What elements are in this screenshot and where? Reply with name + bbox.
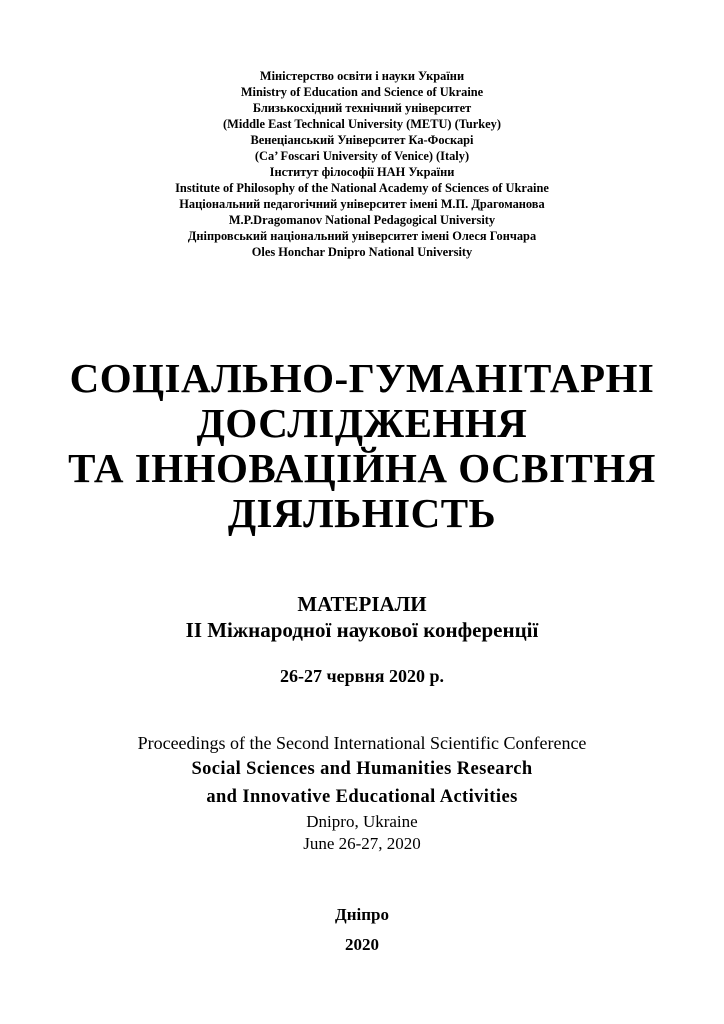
institution-line: Національний педагогічний університет імені М.П. Драгоманова <box>179 197 545 211</box>
institution-line: M.P.Dragomanov National Pedagogical University <box>228 213 496 227</box>
proceedings-block <box>0 731 724 855</box>
institution-line: Інститут філософії НАН України <box>269 165 455 179</box>
institution-line: Дніпровський національний університет імені Олеся Гончара <box>187 229 537 243</box>
main-title-line: ДІЯЛЬНІСТЬ <box>227 490 497 536</box>
proceedings-intro: Proceedings of the Second International Scientific Conference <box>137 733 587 753</box>
main-title <box>0 356 724 536</box>
english-title-line: and Innovative Educational Activities <box>206 787 518 807</box>
imprint-block <box>0 900 724 960</box>
institution-line: Близькосхідний технічний університет <box>252 101 472 115</box>
main-title-line: ТА ІННОВАЦІЙНА ОСВІТНЯ <box>68 445 656 491</box>
conference-date: 26-27 червня 2020 р. <box>280 666 444 686</box>
institution-line: (Middle East Technical University (METU) (Turkey) <box>223 117 501 131</box>
materials-subheading: ІІ Міжнародної наукової конференції <box>185 618 539 642</box>
main-title-line: СОЦІАЛЬНО-ГУМАНІТАРНІ <box>69 355 655 401</box>
institution-line: (Ca’ Foscari University of Venice) (Italy) <box>254 149 470 163</box>
proceedings-location: Dnipro, Ukraine <box>306 812 418 831</box>
imprint-year: 2020 <box>345 935 379 954</box>
english-title-line: Social Sciences and Humanities Research <box>191 759 533 779</box>
institutions-block <box>0 68 724 260</box>
materials-heading: МАТЕРІАЛИ <box>297 592 427 616</box>
proceedings-date: June 26-27, 2020 <box>303 834 421 853</box>
main-title-line: ДОСЛІДЖЕННЯ <box>196 400 528 446</box>
institution-line: Institute of Philosophy of the National Academy of Sciences of Ukraine <box>175 181 549 195</box>
institution-line: Венеціанський Університет Ка-Фоскарі <box>250 133 474 147</box>
materials-block <box>0 591 724 643</box>
imprint-city: Дніпро <box>335 905 389 924</box>
institution-line: Міністерство освіти і науки України <box>259 69 465 83</box>
institution-line: Oles Honchar Dnipro National University <box>251 245 473 259</box>
institution-line: Ministry of Education and Science of Ukraine <box>240 85 484 99</box>
